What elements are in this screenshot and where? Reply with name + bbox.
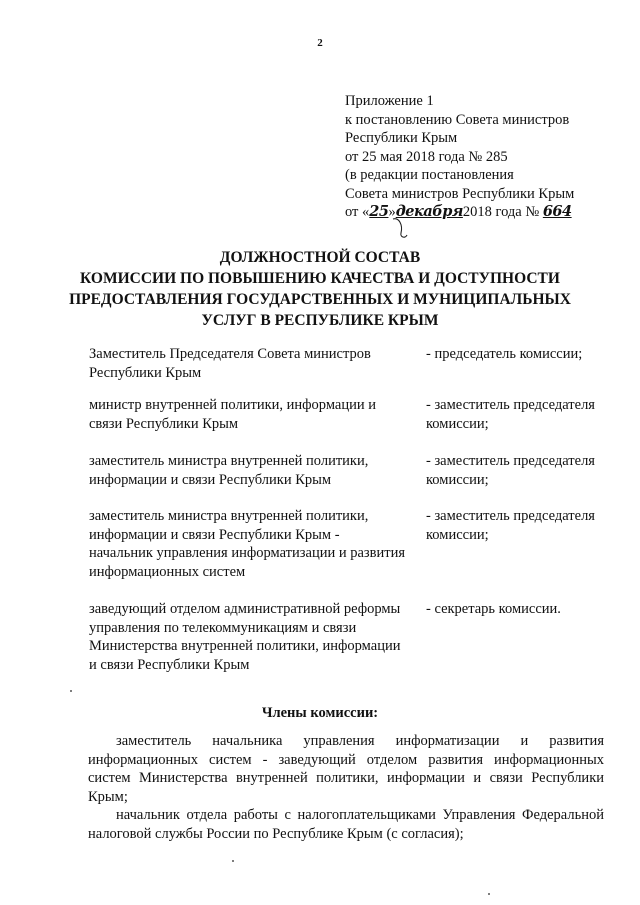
role-position-line: заместитель министра внутренней политики, xyxy=(89,508,369,524)
role-row xyxy=(89,345,619,396)
role-in-commission-line: - заместитель председателя xyxy=(426,397,595,413)
appendix-line: (в редакции постановления xyxy=(345,167,514,183)
role-row xyxy=(89,452,619,507)
members-heading: Члены комиссии: xyxy=(261,705,379,721)
appendix-line: Республики Крым xyxy=(345,130,458,146)
role-in-commission-line: - заместитель председателя xyxy=(426,453,595,469)
role-position-line: Республики Крым xyxy=(89,364,202,381)
title-line: ПРЕДОСТАВЛЕНИЯ ГОСУДАРСТВЕННЫХ И МУНИЦИПАЛЬНЫХ xyxy=(69,291,571,308)
role-in-commission-line: - секретарь комиссии. xyxy=(426,601,561,617)
role-in-commission-line: комиссии; xyxy=(426,526,489,543)
role-position-line: Министерства внутренней политики, информации xyxy=(89,638,401,654)
role-position xyxy=(89,452,419,489)
members-list xyxy=(88,732,604,843)
role-position-line: Заместитель Председателя Совета министров xyxy=(89,346,371,362)
appendix-line: от 25 мая 2018 года № 285 xyxy=(345,148,508,165)
role-position-line: информационных систем xyxy=(89,563,246,580)
role-position-line: и связи Республики Крым xyxy=(89,656,250,673)
signature-flourish xyxy=(391,215,431,241)
role-position-line: министр внутренней политики, информации и xyxy=(89,397,377,413)
handwritten-number: 664 xyxy=(542,203,572,220)
role-position-line: информации и связи Республики Крым xyxy=(89,471,332,488)
role-row xyxy=(89,396,619,452)
appendix-line: Совета министров Республики Крым xyxy=(345,185,575,202)
member-entry: заместитель начальника управления информатизации и развития информационных систем - заведующий отделом развития информационных систем Министерства внутренней политики, информации и связи Республики Крым; xyxy=(88,733,604,805)
title-line: УСЛУГ В РЕСПУБЛИКЕ КРЫМ xyxy=(201,312,439,329)
date-year: 2018 года № xyxy=(462,204,540,220)
appendix-line: Приложение 1 xyxy=(345,93,434,109)
role-in-commission xyxy=(426,507,621,544)
role-position xyxy=(89,600,419,674)
handwritten-day: 25 xyxy=(369,203,389,220)
handwritten-month: декабря xyxy=(395,203,463,220)
role-row xyxy=(89,507,619,600)
role-position-line: управления по телекоммуникациям и связи xyxy=(89,619,357,636)
scan-speck xyxy=(488,893,490,895)
role-position-line: информации и связи Республики Крым - xyxy=(89,526,340,543)
title-line: ДОЛЖНОСТНОЙ СОСТАВ xyxy=(219,249,421,266)
page-number: 2 xyxy=(317,37,323,49)
role-in-commission-line: - заместитель председателя xyxy=(426,508,595,524)
date-quote: » xyxy=(388,204,396,220)
roles-table xyxy=(89,345,619,680)
role-position xyxy=(89,507,419,581)
role-in-commission xyxy=(426,600,621,619)
role-position xyxy=(89,396,419,433)
role-in-commission xyxy=(426,452,621,489)
date-prefix: от « xyxy=(345,204,370,220)
scan-speck xyxy=(70,690,72,692)
role-in-commission xyxy=(426,345,621,364)
role-in-commission-line: комиссии; xyxy=(426,415,489,432)
role-in-commission-line: комиссии; xyxy=(426,471,489,488)
role-position-line: начальник управления информатизации и развития xyxy=(89,545,406,561)
role-position-line: заместитель министра внутренней политики, xyxy=(89,453,369,469)
appendix-line: к постановлению Совета министров xyxy=(345,111,570,128)
appendix-signed-date-line xyxy=(345,203,625,222)
title-line: КОМИССИИ ПО ПОВЫШЕНИЮ КАЧЕСТВА И ДОСТУПНОСТИ xyxy=(80,270,560,287)
role-position xyxy=(89,345,419,382)
appendix-block xyxy=(345,92,625,222)
document-title xyxy=(0,247,640,331)
role-in-commission xyxy=(426,396,621,433)
role-row xyxy=(89,600,619,680)
role-in-commission-line: - председатель комиссии; xyxy=(426,346,583,362)
scan-speck xyxy=(232,860,234,862)
role-position-line: заведующий отделом административной реформы xyxy=(89,601,401,617)
role-position-line: связи Республики Крым xyxy=(89,415,239,432)
member-entry: начальник отдела работы с налогоплательщиками Управления Федеральной налоговой службы России по Республике Крым (с согласия); xyxy=(88,807,604,842)
